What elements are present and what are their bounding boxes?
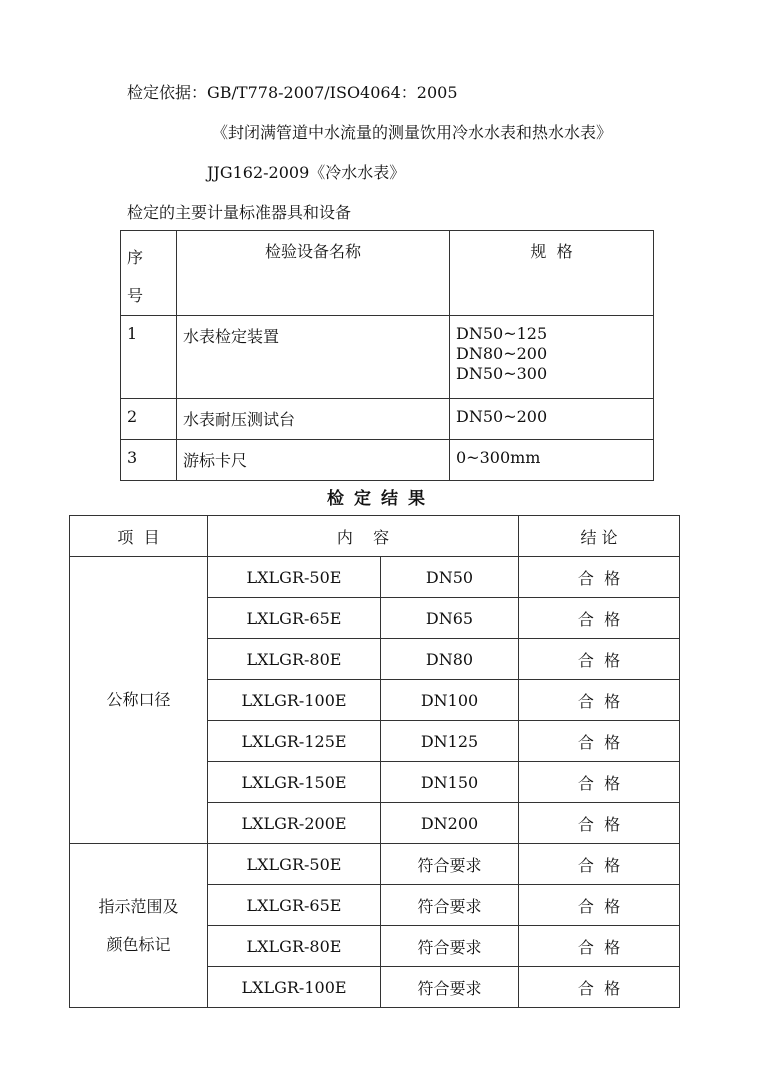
equipment-no: 2 bbox=[121, 399, 177, 440]
results-value: DN80 bbox=[381, 639, 519, 680]
results-conclusion: 合 格 bbox=[519, 803, 680, 844]
results-model: LXLGR-65E bbox=[208, 598, 381, 639]
equipment-no: 3 bbox=[121, 440, 177, 481]
equipment-header-name: 检验设备名称 bbox=[177, 231, 450, 316]
results-item-label-line: 公称口径 bbox=[106, 690, 171, 709]
results-item-label bbox=[70, 844, 208, 1008]
results-conclusion: 合 格 bbox=[519, 844, 680, 885]
equipment-spec: 0~300mm bbox=[450, 440, 654, 481]
results-item-label bbox=[70, 557, 208, 844]
equipment-spec bbox=[450, 316, 654, 399]
results-conclusion: 合 格 bbox=[519, 885, 680, 926]
results-value: DN150 bbox=[381, 762, 519, 803]
equipment-header-spec: 规 格 bbox=[450, 231, 654, 316]
results-value: DN100 bbox=[381, 680, 519, 721]
results-row bbox=[70, 557, 680, 598]
results-conclusion: 合 格 bbox=[519, 762, 680, 803]
results-title: 检定结果 bbox=[327, 489, 435, 509]
equipment-row bbox=[121, 399, 654, 440]
results-conclusion: 合 格 bbox=[519, 598, 680, 639]
equipment-name: 水表检定装置 bbox=[177, 316, 450, 399]
results-row bbox=[70, 844, 680, 885]
results-model: LXLGR-80E bbox=[208, 926, 381, 967]
equipment-header-row bbox=[121, 231, 654, 316]
equipment-heading: 检定的主要计量标准器具和设备 bbox=[127, 203, 352, 222]
results-conclusion: 合 格 bbox=[519, 967, 680, 1008]
results-value: DN200 bbox=[381, 803, 519, 844]
results-item-label-line: 颜色标记 bbox=[106, 934, 171, 954]
equipment-header-seq-top: 序 bbox=[127, 248, 144, 267]
results-conclusion: 合 格 bbox=[519, 557, 680, 598]
equipment-spec-line: DN50~125 bbox=[456, 324, 548, 343]
equipment-header-seq-bottom: 号 bbox=[127, 286, 144, 305]
results-model: LXLGR-200E bbox=[208, 803, 381, 844]
results-value: 符合要求 bbox=[381, 844, 519, 885]
equipment-row bbox=[121, 440, 654, 481]
results-model: LXLGR-100E bbox=[208, 680, 381, 721]
equipment-no: 1 bbox=[121, 316, 177, 399]
equipment-spec-line: DN80~200 bbox=[456, 344, 548, 363]
equipment-row bbox=[121, 316, 654, 399]
results-model: LXLGR-50E bbox=[208, 557, 381, 598]
results-body bbox=[70, 557, 680, 1008]
results-value: 符合要求 bbox=[381, 926, 519, 967]
results-model: LXLGR-80E bbox=[208, 639, 381, 680]
results-item-label-line: 指示范围及 bbox=[98, 896, 179, 916]
results-header-conclusion: 结 论 bbox=[519, 516, 680, 557]
basis-line-jjg: JJG162-2009《冷水水表》 bbox=[207, 163, 406, 182]
equipment-name: 游标卡尺 bbox=[177, 440, 450, 481]
equipment-table bbox=[120, 230, 654, 481]
results-conclusion: 合 格 bbox=[519, 721, 680, 762]
basis-line-standard: 检定依据：GB/T778-2007/ISO4064：2005 bbox=[127, 83, 458, 102]
results-value: 符合要求 bbox=[381, 885, 519, 926]
results-model: LXLGR-50E bbox=[208, 844, 381, 885]
equipment-spec-line: DN50~300 bbox=[456, 364, 548, 383]
results-value: DN125 bbox=[381, 721, 519, 762]
results-header-item: 项 目 bbox=[70, 516, 208, 557]
results-model: LXLGR-150E bbox=[208, 762, 381, 803]
basis-line-title: 《封闭满管道中水流量的测量饮用冷水水表和热水水表》 bbox=[212, 123, 613, 142]
results-value: 符合要求 bbox=[381, 967, 519, 1008]
results-conclusion: 合 格 bbox=[519, 680, 680, 721]
results-table bbox=[69, 515, 680, 1008]
results-value: DN50 bbox=[381, 557, 519, 598]
results-header-row bbox=[70, 516, 680, 557]
equipment-spec: DN50~200 bbox=[450, 399, 654, 440]
results-header-content: 内 容 bbox=[208, 516, 519, 557]
results-conclusion: 合 格 bbox=[519, 639, 680, 680]
results-value: DN65 bbox=[381, 598, 519, 639]
results-conclusion: 合 格 bbox=[519, 926, 680, 967]
results-model: LXLGR-125E bbox=[208, 721, 381, 762]
results-model: LXLGR-100E bbox=[208, 967, 381, 1008]
equipment-name: 水表耐压测试台 bbox=[177, 399, 450, 440]
results-model: LXLGR-65E bbox=[208, 885, 381, 926]
equipment-header-seq bbox=[121, 231, 177, 316]
